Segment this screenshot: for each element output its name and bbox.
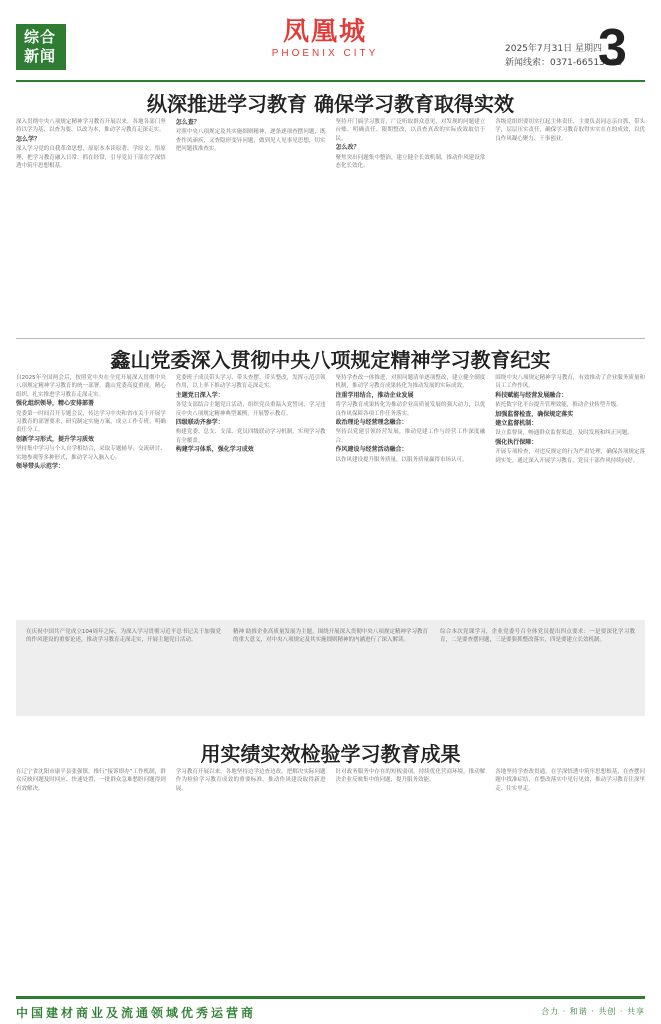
callout-col2: 精神 助推企业高质量发展为主题，围绕开展深入贯彻中央八项规定精神学习教育的重大意义，对中央八项规定及其实施细则精神的内涵进行了深入解读。	[233, 629, 428, 644]
article3-col4: 各地坚持学查改贯通，在学深悟透中筑牢思想根基，在查摆问题中找准症结，在整改落实中见行见效，推动学习教育往深里走、往实里走。	[495, 769, 645, 792]
footer-divider	[16, 996, 645, 999]
article2-sub13: 强化执行保障：	[495, 438, 538, 446]
article2-sub6: 构建学习体系，强化学习成效	[175, 446, 254, 454]
article1-col1: 深入贯彻中央八项规定精神学习教育开展以来，各地各部门坚持以学为基、以查为要、以改为本，推动学习教育走深走实。 怎么学？ 深入学习党的自我革命思想，原原本本读原著、学原文、悟原理，把学习教育融入日常、抓在经常，引导党员干部在学深悟透中筑牢思想根基。	[16, 119, 166, 170]
article3-col1: 在辽宁省沈阳市康平县张强镇，推行“接诉即办”工作机制，群众反映问题及时回应、快速处置，一批群众急难愁盼问题得到有效解决。	[16, 769, 166, 792]
article2-col3: 坚持学查改一体推进，对照问题清单逐项整改，建立健全制度机制，推动学习教育成果转化为推动发展的实际成效。 注重学用结合，推动企业发展 将学习教育成果转化为推动企业高质量发展的强大动力，以优良作风保障各项工作任务落实。 政治理论与经营理念融合： 坚持以党建引领经营发展，推动党建工作与经营工作深度融合。 作风建设与经营活动融合： 以作风建设提升服务质量，以服务质量赢得市场认可。	[335, 375, 486, 463]
article2-col1: 自2025年全国两会后，按照党中央在全党开展深入贯彻中央八项规定精神学习教育的统一部署，鑫山党委高度重视，精心组织，扎实推进学习教育走深走实。 强化组织领导，精心安排部署 党委第一时间召开专题会议，传达学习中央和省市关于开展学习教育的部署要求，研究制定实施方案，成立工作专班，明确责任分工。 创新学习形式，提升学习质效 坚持集中学习与个人自学相结合，采取专题辅导、交流研讨、实地参观等多种形式，推动学习入脑入心。 领导带头示范学：	[16, 375, 166, 471]
page-number: 3	[598, 19, 627, 77]
article1-title: 纵深推进学习教育 确保学习教育取得实效	[147, 92, 514, 116]
logo-chinese: 凤凰城	[282, 17, 367, 47]
article2-sub5: 四级联动齐参学：	[175, 419, 224, 427]
article2-sub11: 加强监督检查，确保规定落实	[495, 410, 574, 418]
section-divider	[16, 338, 645, 339]
section-label	[16, 24, 66, 70]
section-label-line1: 综合	[24, 28, 57, 46]
article3-title: 用实绩实效检验学习教育成果	[200, 742, 461, 766]
article2-col4: 围绕中央八项规定精神学习教育，有效推动了企业服务质量和员工工作作风。 科技赋能与经营发展融合： 依托数字化平台提升管理效能，推动企业转型升级。 加强监督检查，确保规定落实 建立监督机制： 设立监督岗，畅通群众监督渠道，及时发现和纠正问题。 强化执行保障： 开展专项检查，对违反规定的行为严肃处理，确保各项规定落到实处。通过深入开展学习教育，党员干部作风持续向好。	[495, 375, 645, 464]
article1-col2: 怎么查？ 对照中央八项规定及其实施细则精神，逐条逐项查摆问题，既查作风顽疾，又查隐形变异问题，做到见人见事见思想，切实把问题找准查实。	[175, 119, 326, 153]
article1-col3: 坚持开门搞学习教育，广泛听取群众意见，对发现的问题建立台账、明确责任、限期整改，以真查真改的实际成效取信于民。 怎么改？ 聚焦突出问题集中整治，建立健全长效机制，推动作风建设常态化长效化。	[335, 119, 486, 170]
callout-col1: 在庆祝中国共产党成立104周年之际，为深入学习贯彻习近平总书记关于加强党的作风建设的重要论述，推动学习教育走深走实，开展主题党日活动。	[26, 629, 221, 644]
header-divider	[16, 80, 645, 82]
section-label-line2: 新闻	[24, 47, 57, 65]
article2-sub9: 作风建设与经营活动融合：	[335, 446, 408, 454]
page-footer	[0, 996, 661, 1024]
article3-body	[16, 768, 645, 988]
article2-col2: 党委班子成员带头学习、带头查摆、带头整改，发挥示范引领作用，以上率下推动学习教育走深走实。 主题党日深入学： 各党支部结合主题党日活动，组织党员重温入党誓词，学习违反中央八项规定精神典型案例，开展警示教育。 四级联动齐参学： 构建党委、总支、支部、党员四级联动学习机制，实现学习教育全覆盖。 构建学习体系，强化学习成效	[175, 375, 326, 454]
article2-body	[16, 374, 645, 614]
article2-sub7: 注重学用结合，推动企业发展	[335, 391, 414, 399]
article1-sub1: 怎么学？	[16, 135, 41, 143]
callout-col3: 综合本次党课学习，企业党委号召全体党员提出四点要求：一是要深化学习教育，二是要查摆问题，三是要狠抓整改落实，四是要建立长效机制。	[440, 629, 635, 644]
article1-col4: 各级党组织要切实扛起主体责任，主要负责同志亲自抓、带头学，层层压实责任，确保学习教育取得实实在在的成效，以优良作风凝心聚力、干事创业。	[495, 119, 645, 142]
article2-sub8: 政治理论与经营理念融合：	[335, 419, 408, 427]
article2-sub10: 科技赋能与经营发展融合：	[495, 391, 568, 399]
article1-sub3: 怎么改？	[335, 144, 360, 152]
article3-col3: 针对政务服务中存在的短板弱项，持续优化营商环境，推动解决企业反映集中的问题，提升服务效能。	[335, 769, 486, 784]
logo-english: PHOENIX CITY	[271, 48, 379, 59]
article2-sub4: 主题党日深入学：	[175, 391, 224, 399]
article1-body	[16, 118, 645, 336]
footer-slogan: 中国建材商业及流通领域优秀运营商	[16, 1006, 257, 1020]
footer-motto: 合力 · 和谐 · 共创 · 共享	[541, 1007, 645, 1016]
article2-title: 鑫山党委深入贯彻中央八项规定精神学习教育纪实	[110, 348, 551, 372]
issue-date: 2025年7月31日 星期四	[505, 44, 602, 54]
article2-sub1: 强化组织领导，精心安排部署	[16, 400, 95, 408]
article2-sub2: 创新学习形式，提升学习质效	[16, 435, 95, 443]
callout-box	[16, 620, 645, 716]
newspaper-logo	[270, 16, 380, 59]
article3-col2: 学习教育开展以来，各地坚持边学边查边改，把解决实际问题作为检验学习教育成效的重要标准，推动作风建设取得新进展。	[175, 769, 326, 792]
article1-sub2: 怎么查？	[175, 119, 200, 126]
article2-sub3: 领导带头示范学：	[16, 463, 65, 471]
article2-sub12: 建立监督机制：	[495, 420, 538, 428]
news-hotline: 新闻线索：0371-66513888	[505, 58, 622, 68]
page-header	[0, 0, 661, 82]
